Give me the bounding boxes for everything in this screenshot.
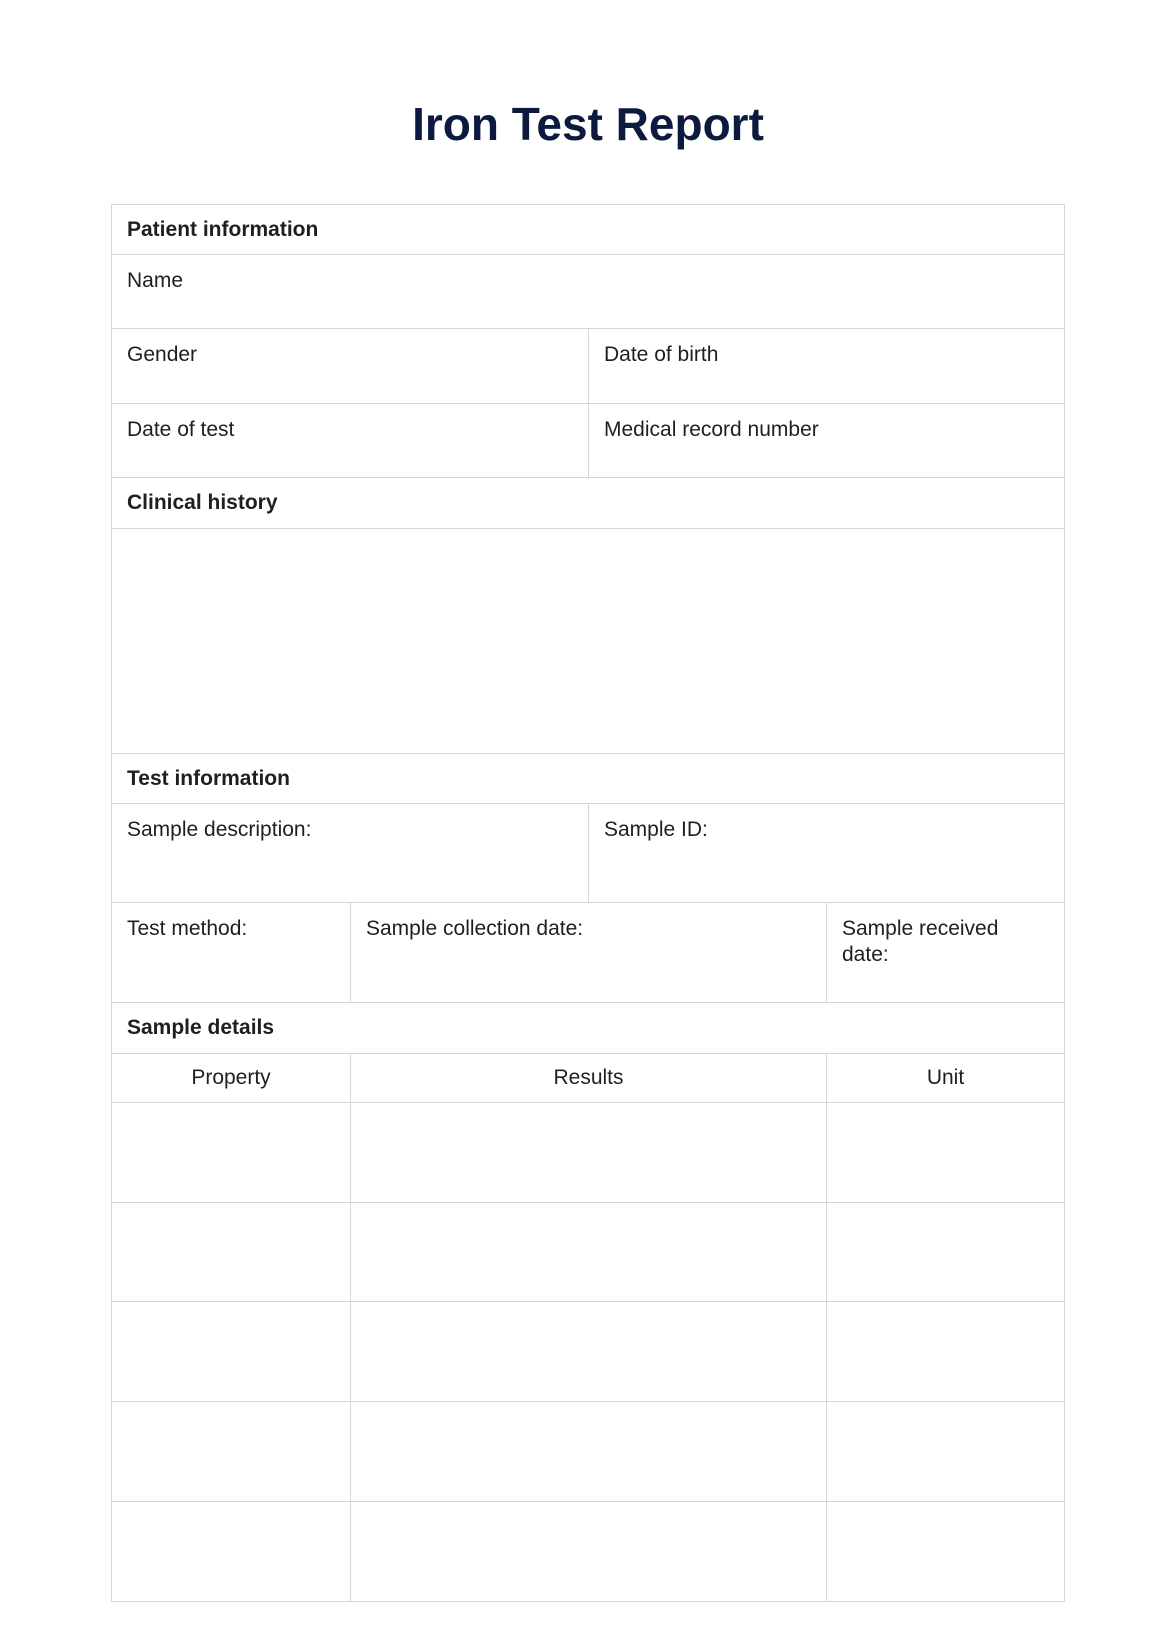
date-of-birth-label: Date of birth	[604, 343, 719, 366]
section-row-test-information	[112, 754, 1065, 804]
sample-received-date-label: Sample received date:	[842, 917, 999, 966]
gender-field[interactable]	[112, 329, 589, 404]
sample-received-date-field[interactable]	[827, 903, 1065, 1003]
section-row-patient-information	[112, 205, 1065, 255]
section-heading-patient-information: Patient information	[112, 205, 1065, 255]
results-cell[interactable]	[351, 1402, 827, 1502]
table-row	[112, 1502, 1065, 1602]
property-cell[interactable]	[112, 1103, 351, 1203]
row-test-date-mrn	[112, 404, 1065, 478]
column-header-results: Results	[351, 1054, 827, 1103]
row-clinical-history-content	[112, 529, 1065, 754]
property-cell[interactable]	[112, 1302, 351, 1402]
section-heading-test-information: Test information	[112, 754, 1065, 804]
sample-collection-date-label: Sample collection date:	[366, 917, 584, 940]
results-cell[interactable]	[351, 1103, 827, 1203]
date-of-birth-field[interactable]	[589, 329, 1065, 404]
sample-id-field[interactable]	[589, 804, 1065, 903]
medical-record-number-label: Medical record number	[604, 418, 819, 441]
unit-cell[interactable]	[827, 1302, 1065, 1402]
sample-details-header-row	[112, 1054, 1065, 1103]
sample-collection-date-field[interactable]	[351, 903, 827, 1003]
table-row	[112, 1203, 1065, 1302]
section-row-clinical-history	[112, 478, 1065, 529]
date-of-test-label: Date of test	[127, 418, 235, 441]
unit-cell[interactable]	[827, 1502, 1065, 1602]
sample-description-label: Sample description:	[127, 818, 312, 841]
sample-description-field[interactable]	[112, 804, 589, 903]
unit-cell[interactable]	[827, 1203, 1065, 1302]
results-cell[interactable]	[351, 1302, 827, 1402]
section-heading-clinical-history: Clinical history	[112, 478, 1065, 529]
section-heading-sample-details: Sample details	[112, 1003, 1065, 1054]
page-title: Iron Test Report	[412, 98, 764, 150]
sample-id-label: Sample ID:	[604, 818, 708, 841]
unit-cell[interactable]	[827, 1103, 1065, 1203]
clinical-history-field[interactable]	[112, 529, 1065, 754]
results-cell[interactable]	[351, 1203, 827, 1302]
row-name	[112, 255, 1065, 329]
date-of-test-field[interactable]	[112, 404, 589, 478]
test-method-label: Test method:	[127, 917, 248, 940]
table-row	[112, 1103, 1065, 1203]
column-header-property: Property	[112, 1054, 351, 1103]
gender-label: Gender	[127, 343, 198, 366]
results-cell[interactable]	[351, 1502, 827, 1602]
table-row	[112, 1402, 1065, 1502]
column-header-unit: Unit	[827, 1054, 1065, 1103]
unit-cell[interactable]	[827, 1402, 1065, 1502]
row-method-dates	[112, 903, 1065, 1003]
property-cell[interactable]	[112, 1203, 351, 1302]
test-method-field[interactable]	[112, 903, 351, 1003]
property-cell[interactable]	[112, 1502, 351, 1602]
section-row-sample-details	[112, 1003, 1065, 1054]
name-label: Name	[127, 269, 184, 292]
property-cell[interactable]	[112, 1402, 351, 1502]
row-gender-dob	[112, 329, 1065, 404]
medical-record-number-field[interactable]	[589, 404, 1065, 478]
table-row	[112, 1302, 1065, 1402]
iron-test-form	[111, 204, 1065, 1602]
name-field[interactable]	[112, 255, 1065, 329]
row-sample-description-id	[112, 804, 1065, 903]
